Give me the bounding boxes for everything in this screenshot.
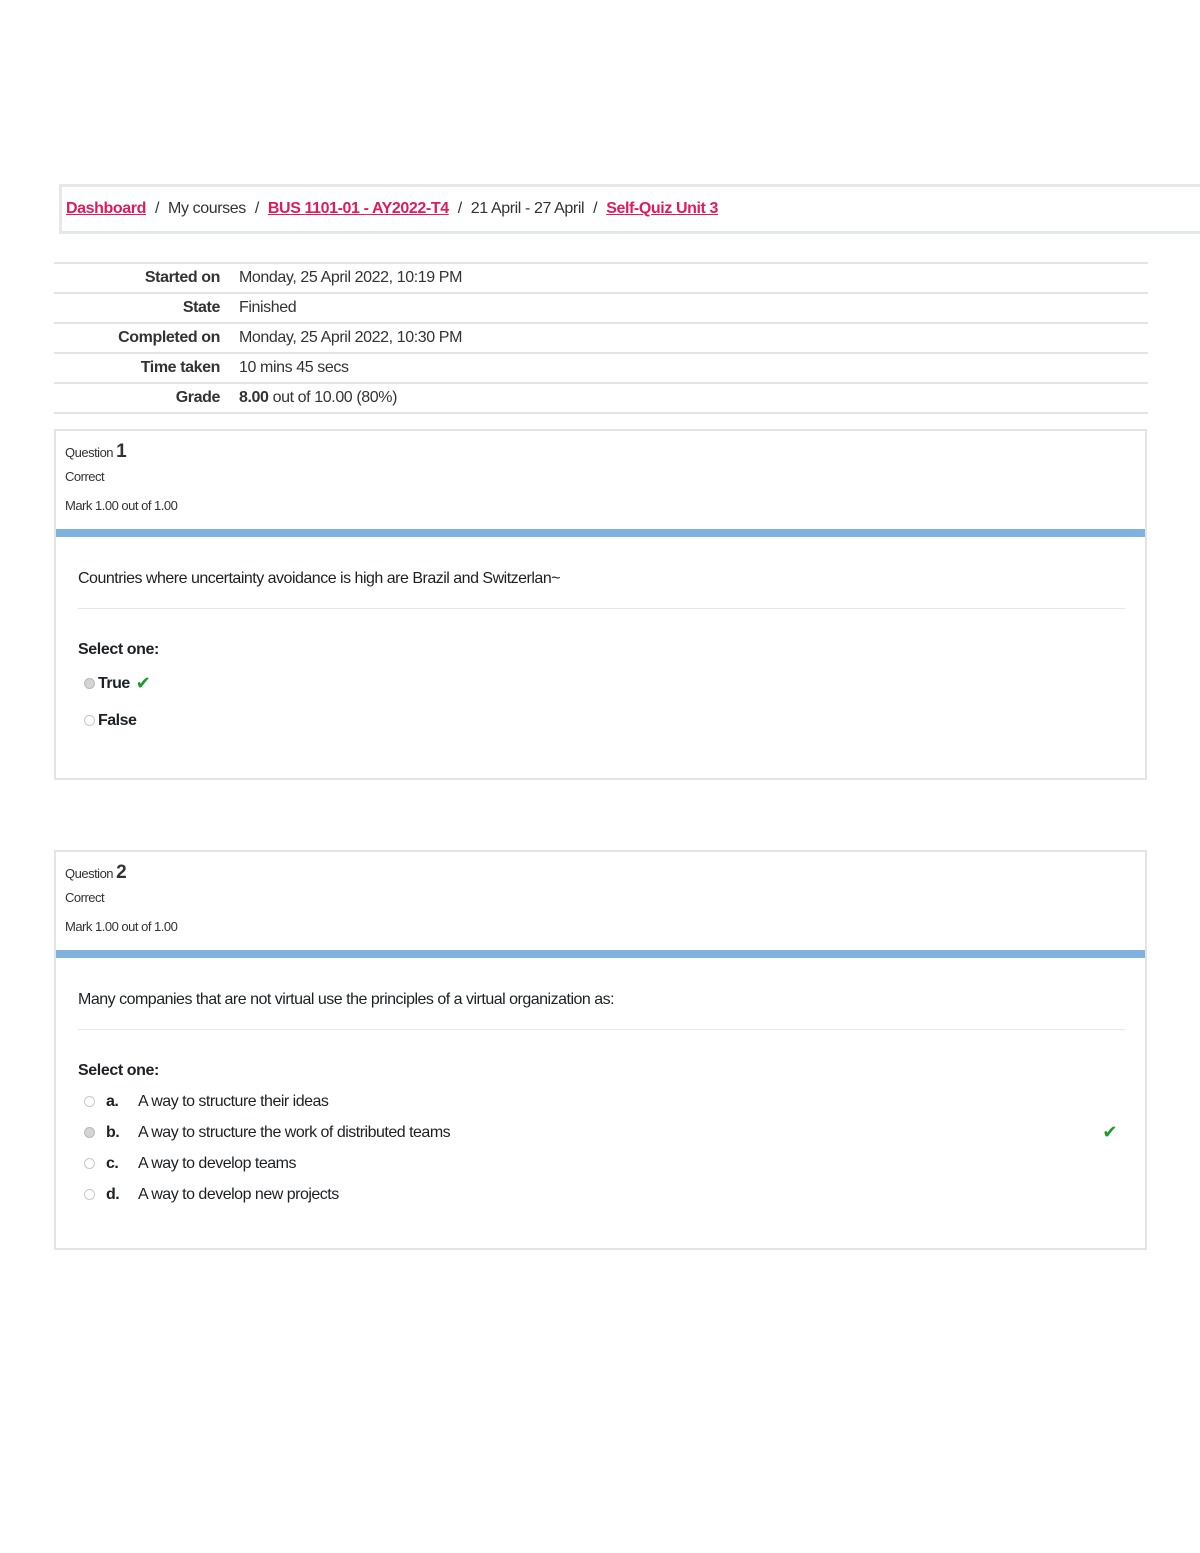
answer-options (78, 665, 1125, 739)
summary-label: Time taken (140, 359, 220, 376)
answer-label: A way to develop teams (138, 1154, 296, 1172)
grade-score: 8.00 (239, 389, 269, 406)
summary-value: Finished (239, 299, 297, 316)
answer-option-d[interactable] (84, 1179, 1125, 1210)
breadcrumb-my-courses: My courses (168, 200, 246, 217)
radio-button-checked[interactable] (84, 678, 95, 689)
question-text: Many companies that are not virtual use the principles of a virtual organization as: (78, 958, 1125, 1030)
question-1 (54, 429, 1147, 780)
summary-label: Completed on (118, 329, 220, 346)
breadcrumb-separator: / (254, 200, 259, 217)
answer-option-b[interactable] (84, 1117, 1125, 1148)
question-mark: Mark 1.00 out of 1.00 (65, 498, 178, 513)
breadcrumb-week: 21 April - 27 April (470, 200, 585, 217)
checkmark-icon: ✔ (1102, 1122, 1117, 1142)
answer-option-false[interactable] (84, 702, 1125, 739)
summary-value: 10 mins 45 secs (239, 359, 349, 376)
summary-label: State (182, 299, 220, 316)
summary-value: Monday, 25 April 2022, 10:30 PM (239, 329, 463, 346)
question-mark: Mark 1.00 out of 1.00 (65, 919, 178, 934)
question-state: Correct (65, 469, 105, 484)
breadcrumb-separator: / (457, 200, 462, 217)
summary-label: Started on (144, 269, 220, 286)
radio-button[interactable] (84, 715, 95, 726)
answer-option-c[interactable] (84, 1148, 1125, 1179)
question-number (65, 441, 1145, 463)
answer-letter: a. (106, 1092, 119, 1110)
answer-option-true[interactable] (84, 665, 1125, 702)
answer-label: False (98, 711, 137, 729)
select-one-prompt: Select one: (78, 1062, 159, 1079)
checkmark-icon: ✔ (135, 673, 151, 693)
answer-letter: b. (106, 1123, 120, 1141)
question-content (56, 537, 1145, 739)
question-number-value: 2 (116, 862, 127, 883)
grade-total: out of 10.00 (80%) (272, 389, 398, 406)
radio-button-checked[interactable] (84, 1127, 95, 1138)
breadcrumb (59, 184, 1200, 234)
summary-row-time-taken (54, 354, 1148, 384)
question-info (56, 852, 1145, 950)
summary-label: Grade (175, 389, 220, 406)
summary-row-state (54, 294, 1148, 324)
answer-letter: d. (106, 1185, 120, 1203)
select-one-prompt: Select one: (78, 641, 159, 658)
question-prefix: Question (65, 866, 114, 881)
radio-button[interactable] (84, 1158, 95, 1169)
breadcrumb-separator: / (154, 200, 160, 217)
answer-label: A way to structure their ideas (138, 1092, 329, 1110)
question-info (56, 431, 1145, 529)
summary-value (239, 389, 397, 407)
question-prefix: Question (65, 445, 114, 460)
question-divider-bar (56, 950, 1145, 958)
question-state: Correct (65, 890, 105, 905)
attempt-summary-table (54, 262, 1148, 414)
answer-options (78, 1086, 1125, 1210)
breadcrumb-separator: / (593, 200, 598, 217)
breadcrumb-quiz-link[interactable]: Self-Quiz Unit 3 (606, 200, 719, 217)
question-text: Countries where uncertainty avoidance is high are Brazil and Switzerlan~ (78, 537, 1125, 609)
answer-option-a[interactable] (84, 1086, 1125, 1117)
answer-letter: c. (106, 1154, 119, 1172)
answer-label: A way to develop new projects (138, 1185, 339, 1203)
summary-value: Monday, 25 April 2022, 10:19 PM (239, 269, 463, 286)
summary-row-grade (54, 384, 1148, 414)
radio-button[interactable] (84, 1189, 95, 1200)
breadcrumb-course-link[interactable]: BUS 1101-01 - AY2022-T4 (267, 200, 449, 217)
question-divider-bar (56, 529, 1145, 537)
answer-label: A way to structure the work of distributed teams (138, 1123, 451, 1141)
summary-row-started (54, 264, 1148, 294)
summary-row-completed (54, 324, 1148, 354)
question-number (65, 862, 1145, 884)
question-number-value: 1 (116, 441, 127, 462)
breadcrumb-dashboard-link[interactable]: Dashboard (66, 200, 146, 217)
radio-button[interactable] (84, 1096, 95, 1107)
question-2 (54, 850, 1147, 1250)
answer-label: True (98, 674, 130, 692)
question-content (56, 958, 1145, 1210)
